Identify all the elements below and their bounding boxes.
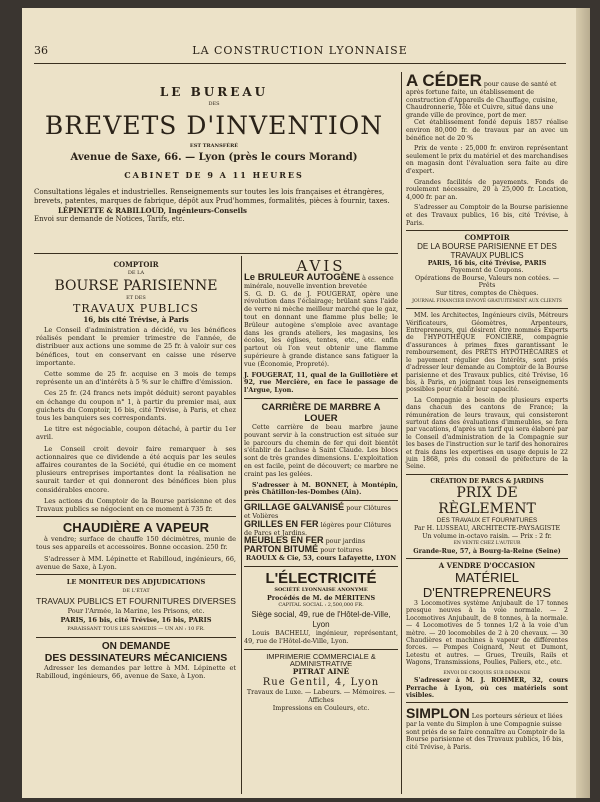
experts-text1: MM. les Architectes, Ingénieurs civils, Métreurs Vérificateurs, Géomètres, Arpenteurs, Entrepreneurs, qui désirent être nommés Experts de l'HYPOTHÈQUE FONCIÈRE, compagnie d'assurances à primes fixes garantissant le remboursement, des PRÊTS HYPOTHÉCAIRES et le payement régulier des Intérêts, sont priés d'adresser leur demande au Comptoir de la Bourse parisienne et des Travaux publics, cité Trévise, 16 bis, à Paris, en joignant tous les renseignements possibles pour établir leur capacité. <box>406 312 568 394</box>
reglement-chez: EN VENTE CHEZ L'AUTEUR <box>453 541 521 547</box>
moniteur-sub: Pour l'Armée, la Marine, les Prisons, etc. <box>67 607 205 616</box>
grillage-r3a: pour <box>325 537 341 546</box>
page-number: 36 <box>34 44 48 57</box>
moniteur-title: LE MONITEUR DES ADJUDICATIONS <box>66 578 206 587</box>
comptoir-p2: Cette somme de 25 fr. acquise en 3 mois de temps représente un an d'intérêts à 5 % sur le chiffre d'émission. <box>36 370 236 387</box>
comptoir-right-p3: Sur titres, comptes de Chèques. <box>435 290 539 298</box>
bruleur-title: Le BRULEUR AUTOGÈNE <box>244 272 361 283</box>
moniteur-parait: PARAISSANT TOUS LES SAMEDIS — UN AN : 10 FR. <box>67 626 205 633</box>
electricite-proc: Procédés de M. de MÉRITENS <box>266 593 376 602</box>
grillage-address: RAOULX & Cie, 53, cours Lafayette, LYON <box>245 553 397 562</box>
a-ceder-text1: pour cause de santé et après fortune faite, un établissement de construction d'Appareils de Chauffage, cuisine, Chaudronnerie, Tôle et Cuivre, situé dans une grande ville de province, port de mer. <box>406 81 558 119</box>
electricite-soc: SOCIÉTÉ LYONNAISE ANONYME <box>274 586 368 593</box>
comptoir-right-p1: Payement de Coupons. <box>450 267 524 275</box>
a-ceder-text2: Cet établissement fondé depuis 1857 réalise environ 80,000 fr. de travaux par an avec un bénéfice net de 20 % <box>406 119 568 142</box>
materiel-address: S'adresser à M. J. ROHMER, 32, cours Perrache à Lyon, où ces matériels sont visibles. <box>406 677 568 699</box>
grillage-l1: GRILLAGE GALVANISÉ <box>244 502 345 513</box>
avis-title: AVIS <box>296 257 346 275</box>
reglement-volume: Un volume in-octavo raisin. — Prix : 2 fr. <box>422 532 552 540</box>
comptoir-address: 16, bis cité Trévise, à Paris <box>83 315 189 324</box>
simplon-title: SIMPLON <box>406 705 470 722</box>
comptoir-right-title: DE LA BOURSE PARISIENNE ET DES TRAVAUX PUBLICS <box>417 241 557 260</box>
a-ceder-text3: Prix de vente : 25,000 fr. environ représentant seulement le prix du matériel et des marchandises en magasin dont l'évaluation sera faite au dire d'expert. <box>406 145 568 175</box>
materiel-envoi: ENVOI DE CROQUIS SUR DEMANDE <box>443 670 531 676</box>
bourse-parisienne-title: BOURSE PARISIENNE <box>54 278 218 294</box>
comptoir-right-address: PARIS, 16 bis, cité Trévise, PARIS <box>427 259 547 267</box>
carriere-text: Cette carrière de beau marbre jaune pouvant servir à la construction est située sur le parcours du chemin de fer qui doit bientôt s'établir de Lacluse à Saint Claude. Les blocs sont de très grandes dimensions. L'exploitation en est facile, peint de découvert; ce marbre ne craint pas les gelées. <box>244 422 398 478</box>
et-des-label: ET DES <box>126 295 146 301</box>
electricite-title: L'ÉLECTRICITÉ <box>265 569 377 587</box>
electricite-capital: CAPITAL SOCIAL : 2,500,000 FR. <box>278 602 364 609</box>
comptoir-p6: Les actions du Comptoir de la Bourse parisienne et des Travaux publics se négocient en ce moment à 735 fr. <box>36 496 236 514</box>
travaux-publics-title: TRAVAUX PUBLICS <box>73 302 199 315</box>
dessinateurs-text: Adresser les demandes par lettre à MM. Lépinette et Rabilloud, ingénieurs, 66, avenue de Saxe, à Lyon. <box>36 664 236 681</box>
des-label: DES <box>208 101 220 107</box>
simplon-text: Les porteurs sérieux et liées par la vente du Simplon à une Compagnie suisse sont priés de se faire connaître au Comptoir de la Bourse parisienne et des Travaux publics, 16 bis, cité Trévise, à Paris. <box>406 713 565 751</box>
comptoir-label: COMPTOIR <box>113 260 159 269</box>
on-demande: ON DEMANDE <box>101 641 171 653</box>
electricite-siege: Siège social, 49, rue de l'Hôtel-de-Ville, Lyon <box>251 610 391 630</box>
chaudiere-title: CHAUDIÈRE A VAPEUR <box>62 520 210 536</box>
reglement-address: Grande-Rue, 57, à Bourg-la-Reine (Seine) <box>413 547 561 555</box>
brevets-signers: LÉPINETTE & RABILLOUD, Ingénieurs-Conseils <box>58 206 247 215</box>
materiel-text: 3 Locomotives système Anjubault de 17 tonnes presque neuves à la voie normale. — 2 Locomotives Anjubault, de 8 tonnes, à la normale. — 4 Locomotives de 5 tonnes 1/2 à la voie d'un mètre. — 20 locomobiles de 2 à 20 chevaux. — 30 Chaudières et machines à vapeur de différentes forces. — Pompes Coignard, Neut et Dumont, Letestu et autres. — Grues, Treuils, Rails et Wagons, Transmissions, Poulies, Paliers, etc., etc. <box>406 599 568 667</box>
carriere-title: CARRIÈRE DE MARBRE A LOUER <box>261 401 381 424</box>
comptoir-right-journal: JOURNAL FINANCIER ENVOYÉ GRATUITEMENT AUX CLIENTS <box>412 298 562 304</box>
imprimerie-works2: Impressions en Couleurs, etc. <box>272 703 370 712</box>
dessinateurs-title: DES DESSINATEURS MÉCANICIENS <box>44 652 228 665</box>
comptoir-right-label: COMPTOIR <box>464 233 510 243</box>
grillage-ad <box>244 504 398 563</box>
chaudiere-text: à vendre; surface de chauffe 150 décimètres, munie de tous ses appareils et accessoires. Bonne occasion. 250 fr. <box>36 535 236 552</box>
materiel-title: MATÉRIEL D'ENTREPRENEURS <box>422 569 552 600</box>
comptoir-p5: Le Conseil croit devoir faire remarquer à ses actionnaires que ce dividende a été acquis par les seules affaires courantes de la Société, qui étudie en ce moment plusieurs entreprises importantes dont la réalisation ne saurait tarder et qui donneront des bénéfices bien plus considérables encore. <box>36 444 236 494</box>
page-edge-shadow <box>576 8 590 798</box>
grillage-r3c: pour toitures <box>320 546 363 555</box>
vendre-occasion: A VENDRE D'OCCASION <box>438 561 536 571</box>
le-bureau: LE BUREAU <box>159 85 269 99</box>
est-transfere: EST TRANSFÉRÉ <box>189 143 239 149</box>
reglement-sub: DES TRAVAUX ET FOURNITURES <box>436 517 538 525</box>
running-title: LA CONSTRUCTION LYONNAISE <box>192 44 408 57</box>
column-rule-mid <box>241 256 242 794</box>
reglement-title: PRIX DE RÈGLEMENT <box>438 485 536 518</box>
a-ceder-title: A CÉDER <box>406 71 482 90</box>
a-ceder-text5: S'adresser au Comptoir de la Bourse parisienne et des Travaux publics, 16 bis, cité Trévise, à Paris. <box>406 204 568 227</box>
chaudiere-contact: S'adresser à MM. Lépinette et Rabilloud, ingénieurs, 66, avenue de Saxe, à Lyon. <box>36 554 236 571</box>
experts-text2: La Compagnie a besoin de plusieurs experts dans chacun des cantons de France; la rémunération de leurs travaux, qui consisteront surtout dans des évaluations d'immeubles, se fera par vacations, d'après un tarif qui sera élaboré par le Conseil d'administration de la Compagnie sur les bases de l'instruction sur le tarif des honoraires et frais dans les expertises en usage depuis le 22 juin 1868, près du conseil de préfecture de la Seine. <box>406 396 568 471</box>
bruleur-address: J. FOUGERAT, 11, qual de la Guillotière et 92, rue Mercière, en face le passage de l'Argue, Lyon. <box>244 370 398 395</box>
bruleur-intro: à essence minérale, nouvelle invention brevetée <box>244 274 394 290</box>
grillage-r3b: PARTON BITUMÉ <box>244 544 319 555</box>
brevets-line1: Consultations légales et industrielles. Renseignements sur toutes les lois françaises et étrangères, <box>34 188 385 196</box>
brevets-title: BREVETS D'INVENTION <box>44 111 384 140</box>
carriere-address: S'adresser à M. BONNET, à Montépin, près Châtillon-les-Dombes (Ain). <box>244 480 398 497</box>
moniteur-travaux: TRAVAUX PUBLICS ET FOURNITURES DIVERSES <box>36 596 236 607</box>
comptoir-p1: Le Conseil d'administration a décidé, vu les bénéfices réalisés pendant le premier trimestre de l'année, de distribuer aux actions une somme de 25 fr. à valoir sur ces bénéfices, tout en conservant en caisse une réserve importante. <box>36 326 236 367</box>
grillage-r2: légères pour Clôtures de Parcs et Jardins. <box>244 520 392 537</box>
left-column <box>36 260 236 683</box>
comptoir-p3: Ces 25 fr. (24 francs nets impôt déduit) seront payables en échange du coupon n° 1, à partir du premier mai, aux guichets du Comptoir, 16 bis, cité Trévise, à Paris, et chez tous les banquiers ses correspondants. <box>36 389 236 423</box>
electricite-bachelu: Louis BACHELU, ingénieur, représentant, 49, rue de l'Hôtel-de-Ville, Lyon. <box>244 629 398 645</box>
creation-parcs: CRÉATION DE PARCS & JARDINS <box>430 477 544 485</box>
a-ceder-text4: Grandes facilités de payements. Fonds de roulement nécessaire, 20 à 25,000 fr. Location, 4,000 fr. par an. <box>406 178 568 201</box>
header-rule <box>34 63 566 64</box>
column-rule-right <box>401 72 402 794</box>
grillage-l2: GRILLES EN FER <box>244 518 319 529</box>
imprimerie-title: IMPRIMERIE COMMERCIALE & ADMINISTRATIVE <box>266 651 376 669</box>
page-header <box>34 44 566 60</box>
imprimerie-name: PITRAT AINÉ <box>292 667 350 677</box>
moniteur-etat: DE L'ÉTAT <box>122 588 150 595</box>
brevets-line2: brevets, patentes, marques de fabrique, dépôt aux Prud'hommes, formalités, pièces à fournir, taxes. <box>34 197 390 205</box>
comptoir-p4: Le titre est négociable, coupon détaché, à partir du 1er avril. <box>36 425 236 442</box>
bruleur-text: S. G. D. G. de J. FOUGERAT, opère une révolution dans l'éclairage; brûlant sans l'aide de verre ni mèche meilleur marché que le gaz, tout en donnant une flamme plus belle; le Brûleur autogène s'emploie avec avantage dans les grands ateliers, les magasins, les écoles, les églises, tentes, etc., etc. enfin partout où l'on veut obtenir une flamme supérieure à grande distance sans fatiguer la vue (Économie, Propreté). <box>244 289 398 368</box>
comptoir-right-p2: Opérations de Bourse, Valeurs non cotées. — Prêts <box>414 274 559 290</box>
middle-column <box>244 258 398 712</box>
brevets-ad <box>34 85 394 224</box>
right-column <box>406 72 568 751</box>
newspaper-page <box>22 8 590 798</box>
brevets-envoi: Envoi sur demande de Notices, Tarifs, etc. <box>34 215 185 223</box>
section-rule <box>34 253 398 254</box>
imprimerie-works: Travaux de Luxe. — Labeurs. — Mémoires. — Affiches <box>246 688 396 704</box>
grillage-r1: pour Clôtures et Volières <box>244 504 391 520</box>
moniteur-address: PARIS, 16 bis, cité Trévise, 16 bis, PARIS <box>60 616 212 625</box>
grillage-l3: MEUBLES EN FER <box>244 535 324 546</box>
grillage-r3d: jardins <box>342 537 366 546</box>
imprimerie-address: Rue Gentil, 4, Lyon <box>262 677 380 689</box>
reglement-author: Par H. LUSSEAU, ARCHITECTE-PAYSAGISTE <box>413 524 561 532</box>
cabinet-hours: CABINET DE 9 A 11 HEURES <box>124 170 304 180</box>
brevets-address: Avenue de Saxe, 66. — Lyon (près le cours Morand) <box>70 152 358 163</box>
de-la-label: DE LA <box>127 270 145 276</box>
